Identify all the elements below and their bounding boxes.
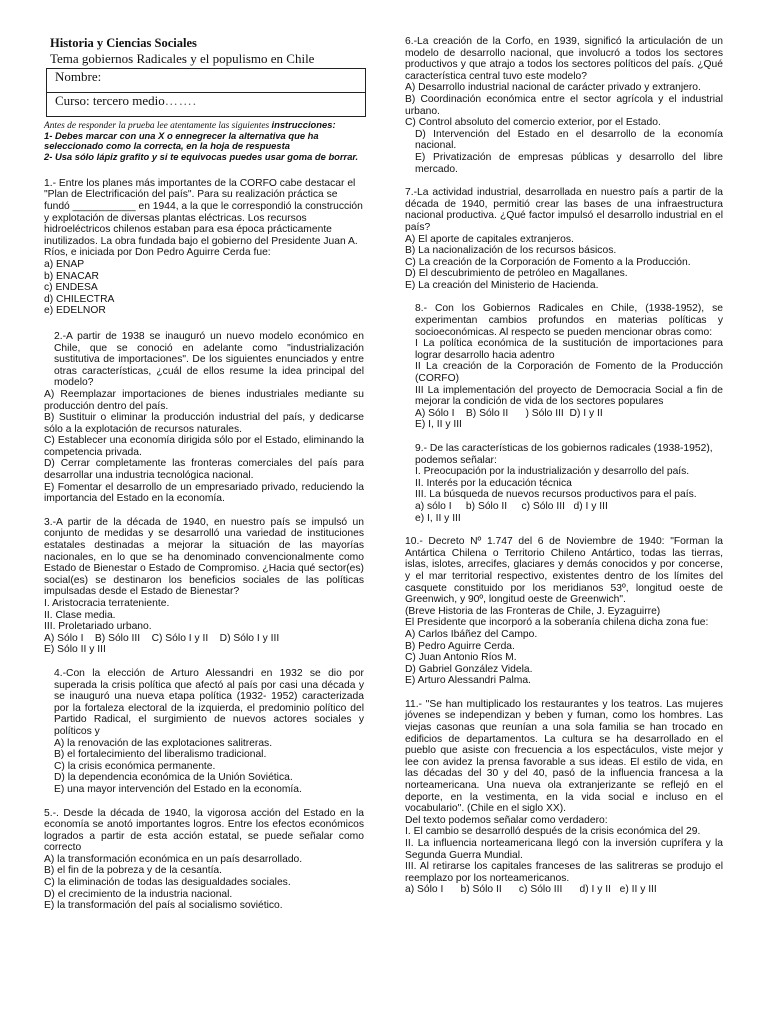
question-7 <box>405 187 723 291</box>
option[interactable]: E) I, II y III <box>415 419 462 431</box>
option[interactable]: B) Pedro Aguirre Cerda. <box>405 640 515 652</box>
option[interactable]: C) Establecer una economía dirigida sólo por el Estado, eliminando la competencia privada. <box>44 435 364 458</box>
statement: I. Preocupación por la industrialización y desarrollo del país. <box>415 466 690 478</box>
question-stem: 1.- Entre los planes más importantes de la CORFO cabe destacar el "Plan de Electrificación del país". Para su realización práctica se fundó ___________ en 1944, a la que le correspondió la construcción y explotación de diversas plantas eléctricas. Los recursos hidroeléctricos chilenos estaban para esa época prácticamente inutilizados. La obra fundada bajo el gobierno del Presidente Juan A. Ríos, e iniciada por Don Pedro Aguirre Cerda fue: <box>44 177 363 259</box>
name-field[interactable] <box>47 69 365 92</box>
option[interactable]: B) el fin de la pobreza y de la cesantía. <box>44 865 223 877</box>
statement: I La política económica de la sustitución de importaciones para lograr desarrollo hacia adentro <box>415 338 723 361</box>
question-stem: 6.-La creación de la Corfo, en 1939, significó la articulación de un modelo de desarrollo nacional, que involucró a todos los sectores productivos y que atrajo a todos los sectores políticos del país. ¿Qué característica central tuvo este modelo? <box>405 36 723 82</box>
option[interactable]: e) I, II y III <box>415 512 461 524</box>
option[interactable]: E) Sólo II y III <box>44 644 106 656</box>
option[interactable]: A) Reemplazar importaciones de bienes industriales mediante su producción dentro del país. <box>44 388 364 412</box>
option[interactable]: D) el crecimiento de la industria nacional. <box>44 888 233 900</box>
statement: III La implementación del proyecto de Democracia Social a fin de mejorar la condición de vida de los sectores populares <box>415 384 723 408</box>
instruction-item-1: 1- Debes marcar con una X o ennegrecer la alternativa que ha seleccionado como la correcta, en la hoja de respuesta <box>44 130 319 152</box>
option[interactable]: E) la transformación del país al socialismo soviético. <box>44 900 283 912</box>
option[interactable]: C) la crisis económica permanente. <box>54 760 216 772</box>
statement: III. Proletariado urbano. <box>44 621 152 633</box>
document-subtitle: Tema gobiernos Radicales y el populismo en Chile <box>50 51 315 66</box>
question-prompt: Del texto podemos señalar como verdadero: <box>405 814 608 826</box>
right-column <box>405 36 723 896</box>
option[interactable]: A) Sólo I B) Sólo III C) Sólo I y II D) Sólo I y III <box>44 632 280 644</box>
document-title: Historia y Ciencias Sociales <box>50 36 197 50</box>
option[interactable]: A) Sólo I B) Sólo II ) Sólo III D) I y II <box>415 407 603 419</box>
option[interactable]: E) Fomentar el desarrollo de un empresariado privado, reduciendo la importancia del Estado en la economía. <box>44 481 364 505</box>
statement: I. El cambio se desarrolló después de la crisis económica del 29. <box>405 826 701 838</box>
instructions-heading: instrucciones: <box>271 119 336 130</box>
option[interactable]: A) la transformación económica en un país desarrollado. <box>44 853 303 865</box>
question-5 <box>44 808 364 912</box>
left-column <box>44 36 364 912</box>
option[interactable]: E) una mayor intervención del Estado en la economía. <box>54 783 302 795</box>
question-stem: 10.- Decreto Nº 1.747 del 6 de Noviembre de 1940: "Forman la Antártica Chilena o Territorio Chileno Antártico, todas las tierras, islas, islotes, arrecifes, glaciares y demás conocidos y por concerse, y el mar territorial respectivo, existentes dentro de los límites del casquete constituido por los meridianos 53º, longitud oeste de Greenwich, y 90º, longitud oeste de Greenwich". <box>405 536 723 606</box>
option[interactable]: D) Gabriel González Videla. <box>405 663 533 675</box>
name-label: Nombre: <box>55 69 102 84</box>
option[interactable]: e) EDELNOR <box>44 305 106 317</box>
option[interactable]: D) la dependencia económica de la Unión Soviética. <box>54 772 293 784</box>
statement: III. Al retirarse los capitales franceses de las salitreras se produjo el reemplazo por los norteamericanos. <box>405 861 723 884</box>
question-4 <box>44 668 364 796</box>
option[interactable]: A) El aporte de capitales extranjeros. <box>405 233 574 245</box>
option[interactable]: D) El descubrimiento de petróleo en Magallanes. <box>405 268 628 280</box>
option[interactable]: d) CHILECTRA <box>44 293 115 305</box>
statement: II La creación de la Corporación de Fomento de la Producción (CORFO) <box>415 361 723 385</box>
option[interactable]: a) ENAP <box>44 258 85 270</box>
statement: II. Clase media. <box>44 609 116 621</box>
option[interactable]: c) ENDESA <box>44 282 98 294</box>
question-1 <box>44 178 364 317</box>
option[interactable]: A) la renovación de las explotaciones salitreras. <box>54 737 273 749</box>
question-stem: 11.- "Se han multiplicado los restaurantes y los teatros. Las mujeres jóvenes se independizan y beben y fuman, como los hombres. Las viejas casonas que reunían a una sola familia se han trocado en edificios de departamentos. La cultura se ha desarrollado en el pueblo que asiste con frecuencia a los espectáculos, viste mejor y lee con avidez la prensa favorable a sus ideas. El estilo de vida, en las décadas del 30 y del 40, pasó de la influencia francesa a la norteamericana. Una nueva ola extranjerizante se reflejó en el deporte, en la vestimenta, en la vida social e incluso en el vocabulario". (Chile en el siglo XX). <box>405 698 723 815</box>
option[interactable]: B) Sustituir o eliminar la producción industrial del país, y dedicarse sólo a la explotación de recursos naturales. <box>44 412 364 435</box>
option[interactable]: E) Arturo Alessandri Palma. <box>405 675 531 687</box>
option[interactable]: D) Cerrar completamente las fronteras comerciales del país para desarrollar una industria tecnológica nacional. <box>44 458 364 482</box>
option[interactable]: B) La nacionalización de los recursos básicos. <box>405 245 617 257</box>
question-11 <box>405 699 723 896</box>
option[interactable]: E) La creación del Ministerio de Hacienda. <box>405 279 599 291</box>
course-label: Curso: tercero medio <box>55 93 165 108</box>
option[interactable]: A) Desarrollo industrial nacional de carácter privado y extranjero. <box>405 82 701 94</box>
option[interactable]: B) el fortalecimiento del liberalismo tradicional. <box>54 749 267 761</box>
statement: II. La influencia norteamericana llegó con la inversión cuprífera y la Segunda Guerra Mundial. <box>405 838 723 861</box>
question-stem: 7.-La actividad industrial, desarrollada en nuestro país a partir de la década de 1940, permitió crear las bases de una infraestructura nacional productiva. ¿Qué factor impulsó el desarrollo industrial en el país? <box>405 187 723 233</box>
question-prompt: El Presidente que incorporó a la soberanía chilena dicha zona fue: <box>405 617 709 629</box>
question-9 <box>405 443 723 524</box>
question-8 <box>405 303 723 431</box>
question-stem: 8.- Con los Gobiernos Radicales en Chile, (1938-1952), se experimentan cambios profundos en materias políticas y socioeconómicas. Al respecto se pueden mencionar obras como: <box>415 303 723 338</box>
statement: III. La búsqueda de nuevos recursos productivos para el país. <box>415 489 697 501</box>
course-field[interactable] <box>47 92 365 116</box>
option[interactable]: A) Carlos Ibáñez del Campo. <box>405 628 538 640</box>
student-info-box <box>46 68 366 117</box>
question-stem: 9.- De las características de los gobiernos radicales (1938-1952), podemos señalar: <box>415 443 713 466</box>
quote-source: (Breve Historia de las Fronteras de Chile, J. Eyzaguirre) <box>405 605 661 617</box>
option[interactable]: b) ENACAR <box>44 270 99 282</box>
option[interactable]: B) Coordinación económica entre el sector agrícola y el industrial urbano. <box>405 93 723 117</box>
question-stem: 5.-. Desde la década de 1940, la vigorosa acción del Estado en la economía se anotó importantes logros. Entre los efectos económicos logrados a partir de esta acción estatal, se puede señalar como correcto <box>44 807 364 854</box>
instructions-intro: Antes de responder la prueba lee atentamente las siguientes <box>44 121 270 131</box>
option[interactable]: D) Intervención del Estado en el desarrollo de la economía nacional. <box>415 128 723 152</box>
option[interactable]: C) La creación de la Corporación de Fomento a la Producción. <box>405 256 691 268</box>
question-stem: 3.-A partir de la década de 1940, en nuestro país se impulsó un conjunto de medidas y se desarrolló una variedad de instituciones estatales destinadas a mejorar la situación de las mayorías nacionales, en lo que se ha denominado convencionalmente como Estado de Bienestar o Estado de Compromiso. ¿Hacia qué sector(es) social(es) se destinaron los beneficios sociales de las políticas impulsadas desde el Estado de Bienestar? <box>44 516 364 598</box>
option[interactable]: a) sólo I b) Sólo II c) Sólo III d) I y III <box>415 500 608 512</box>
question-2 <box>44 331 364 505</box>
question-10 <box>405 536 723 687</box>
question-3 <box>44 517 364 656</box>
option[interactable]: E) Privatización de empresas públicas y desarrollo del libre mercado. <box>415 151 723 175</box>
course-dots: ……. <box>164 93 197 108</box>
option[interactable]: C) la eliminación de todas las desigualdades sociales. <box>44 877 291 889</box>
statement: II. Interés por la educación técnica <box>415 477 572 489</box>
option[interactable]: C) Juan Antonio Ríos M. <box>405 652 517 664</box>
option[interactable]: C) Control absoluto del comercio exterior, por el Estado. <box>405 117 661 129</box>
statement: I. Aristocracia terrateniente. <box>44 598 170 609</box>
instruction-item-2: 2- Usa sólo lápiz grafito y si te equivocas puedes usar goma de borrar. <box>44 150 359 162</box>
question-6 <box>405 36 723 175</box>
question-stem: 2.-A partir de 1938 se inauguró un nuevo modelo económico en Chile, que se conoció en adelante como "industrialización sustitutiva de importaciones". De los siguientes enunciados y entre otras características, ¿cuál de ellos resume la idea principal del modelo? <box>54 330 364 389</box>
question-stem: 4.-Con la elección de Arturo Alessandri en 1932 se dio por superada la crisis política que afectó al país por casi una década y se inauguró una nueva etapa política (1932- 1952) caracterizada por la fortaleza electoral de la izquierda, el predominio político del Partido Radical, el surgimiento de nuevos actores sociales y políticos y <box>54 667 364 737</box>
option[interactable]: a) Sólo I b) Sólo II c) Sólo III d) I y II e) II y III <box>405 884 657 896</box>
